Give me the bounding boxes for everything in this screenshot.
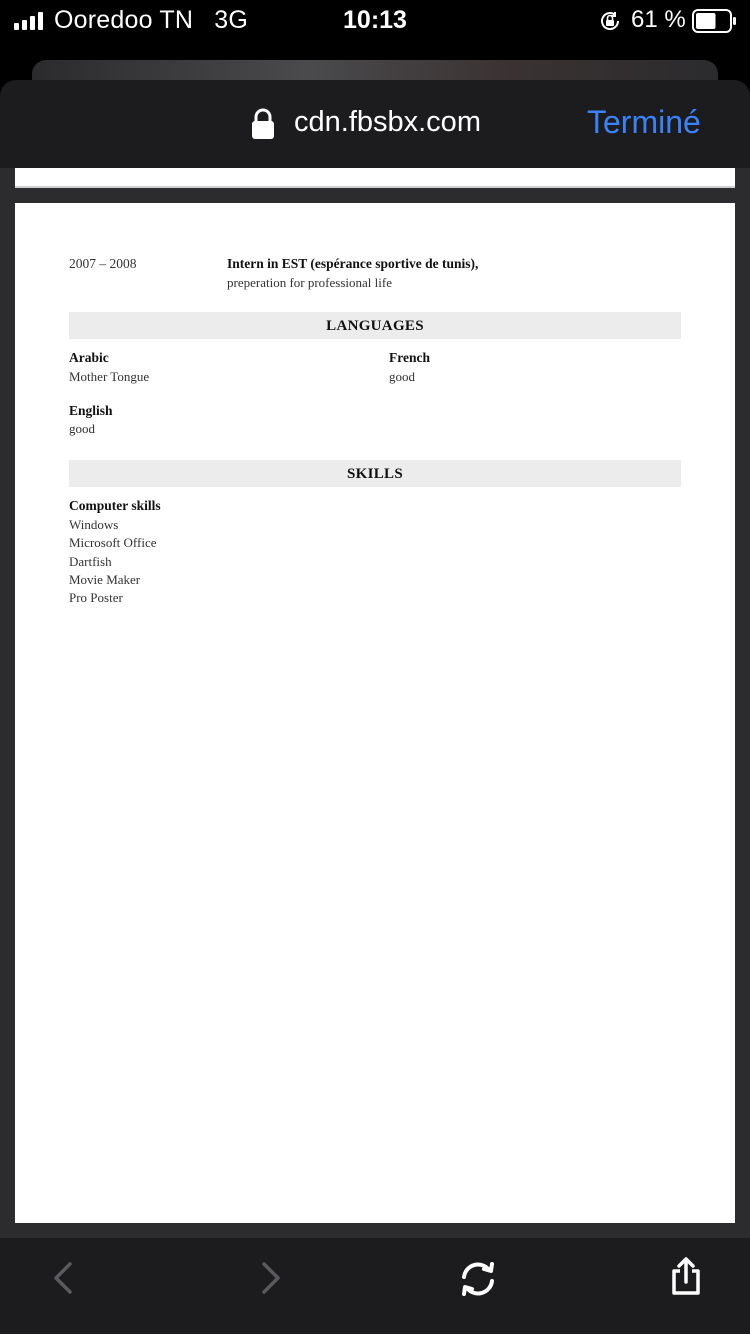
status-bar: [0, 0, 750, 44]
language-name: Arabic: [69, 350, 109, 365]
done-button[interactable]: Terminé: [587, 104, 701, 140]
skills-heading: SKILLS: [69, 460, 681, 487]
experience-title: Intern in EST (espérance sportive de tunis),: [227, 256, 479, 271]
carrier-name: Ooredoo TN: [54, 6, 194, 34]
language-level: Mother Tongue: [69, 369, 150, 384]
orientation-lock-icon: [598, 9, 622, 33]
experience-description: preperation for professional life: [227, 275, 392, 290]
language-level: good: [69, 421, 95, 436]
clock: 10:13: [343, 6, 407, 34]
battery-percentage: 61 %: [631, 6, 686, 33]
refresh-icon[interactable]: [456, 1260, 500, 1298]
skill-item: Windows: [69, 517, 119, 532]
forward-icon[interactable]: [258, 1260, 284, 1296]
skill-item: Pro Poster: [69, 590, 123, 606]
experience-date: 2007 – 2008: [69, 256, 137, 271]
skill-item: Dartfish: [69, 553, 112, 569]
language-level: good: [389, 369, 415, 384]
url-label: cdn.fbsbx.com: [294, 106, 481, 138]
battery-icon: [692, 9, 736, 33]
skill-item: Movie Maker: [69, 571, 141, 587]
document-page: [15, 203, 735, 1223]
previous-page: [15, 168, 735, 188]
skills-list: [69, 516, 156, 607]
bottom-toolbar: [0, 1238, 750, 1334]
language-name: English: [69, 403, 113, 418]
skills-category: Computer skills: [69, 498, 161, 513]
language-name: French: [389, 350, 430, 365]
skill-item: Microsoft Office: [69, 535, 157, 551]
share-icon[interactable]: [668, 1256, 704, 1296]
back-icon[interactable]: [50, 1260, 76, 1296]
network-type: 3G: [214, 6, 249, 34]
lock-icon: [250, 108, 276, 140]
languages-heading: LANGUAGES: [69, 312, 681, 339]
